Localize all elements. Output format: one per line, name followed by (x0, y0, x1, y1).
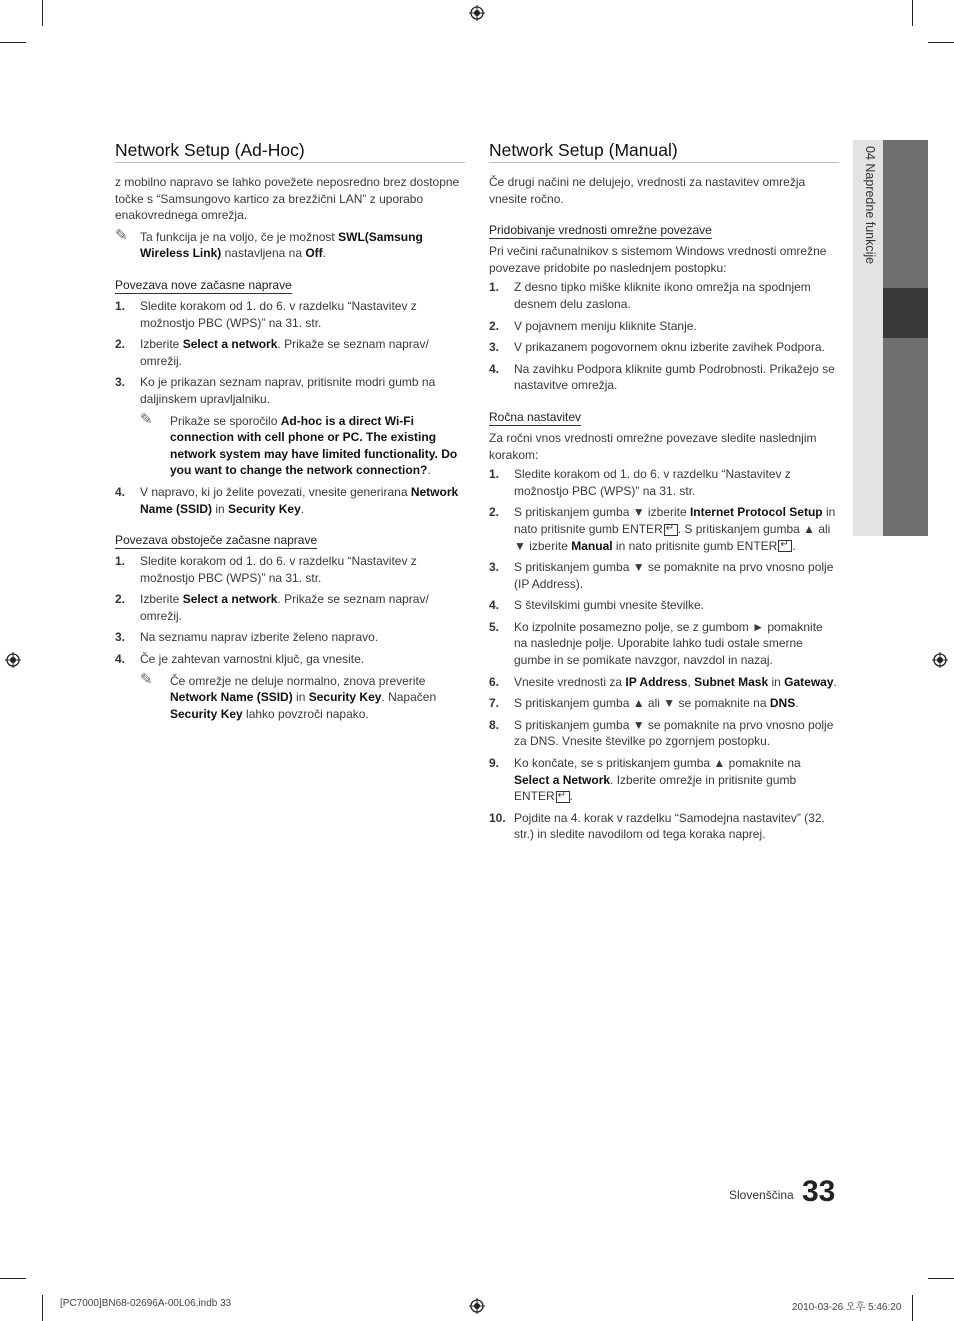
list-item: 1. Sledite korakom od 1. do 6. v razdelku “Nastavitev z možnostjo PBC (WPS)” na 31. str. (115, 554, 417, 585)
adhoc-intro: z mobilno napravo se lahko povežete neposredno brez dostopne točke s “Samsungovo kartico za brezžični LAN” z uporabo enakovrednega omrežja. (115, 175, 460, 223)
pencil-icon: ✎ (115, 226, 128, 244)
step-note: ✎ Prikaže se sporočilo Ad-hoc is a direct Wi-Fi connection with cell phone or PC. The existing network system may have limited functionality. Do you want to change the network connection?. (140, 410, 458, 478)
enter-key-icon (556, 791, 570, 803)
steps-obtain-values (489, 279, 839, 394)
enter-key-icon (778, 540, 792, 552)
manual-intro: Če drugi načini ne delujejo, vrednosti za nastavitev omrežja vnesite ročno. (489, 175, 806, 206)
active-chapter-marker (883, 288, 928, 338)
registration-crosshair-icon (469, 1298, 485, 1314)
slug-file: [PC7000]BN68-02696A-00L06.indb 33 (60, 1298, 232, 1309)
subheading-obtain-values: Pridobivanje vrednosti omrežne povezave (489, 223, 712, 238)
list-item: 4. V napravo, ki jo želite povezati, vnesite generirana Network Name (SSID) in Security Key. (115, 484, 459, 516)
crop-mark (42, 1295, 43, 1321)
list-item: 5. Ko izpolnite posamezno polje, se z gumbom ► pomaknite na naslednje polje. Uporabite lahko tudi ostale smerne gumbe in se pomikate navzgor, navzdol in nazaj. (489, 619, 823, 668)
steps-manual-setup (489, 466, 839, 843)
enter-key-icon (664, 524, 678, 536)
obtain-intro: Pri večini računalnikov s sistemom Windows vrednosti omrežne povezave pridobite po naslednjem postopku: (489, 244, 827, 275)
section-title-manual: Network Setup (Manual) (489, 140, 839, 163)
registration-crosshair-icon (469, 5, 485, 21)
list-item: 4. Na zavihku Podpora kliknite gumb Podrobnosti. Prikažejo se nastavitve omrežja. (489, 361, 835, 393)
pencil-icon: ✎ (140, 410, 153, 428)
chapter-label: 04 Napredne funkcije (863, 146, 877, 265)
left-column (115, 140, 465, 727)
list-item: 4. S številskimi gumbi vnesite številke. (489, 598, 705, 613)
list-item: 3. Na seznamu naprav izberite želeno napravo. (115, 630, 379, 645)
list-item: 4. Če je zahtevan varnostni ključ, ga vnesite. ✎ Če omrežje ne deluje normalno, znova preverite Network Name (SSID) in Security Key. Napačen Security Key lahko povzroči napako. (115, 651, 465, 722)
footer-language: Slovenščina (729, 1188, 794, 1202)
adhoc-note: ✎ Ta funkcija je na voljo, če je možnost SWL(Samsung Wireless Link) nastavljena na Off. (115, 226, 423, 261)
crop-mark (912, 0, 913, 26)
slug-date: 2010-03-26 오후 5:46:20 (792, 1302, 902, 1313)
crop-mark (928, 42, 954, 43)
section-title-adhoc: Network Setup (Ad-Hoc) (115, 140, 465, 163)
list-item: 1. Z desno tipko miške kliknite ikono omrežja na spodnjem desnem delu zaslona. (489, 280, 811, 311)
list-item: 8. S pritiskanjem gumba ▼ se pomaknite na prvo vnosno polje za DNS. Vnesite številke po zgornjem postopku. (489, 717, 834, 749)
crop-mark (928, 1278, 954, 1279)
list-item: 9. Ko končate, se s pritiskanjem gumba ▲ pomaknite na Select a Network. Izberite omrežje in pritisnite gumb ENTER↵ . (489, 755, 839, 805)
subheading-manual-setup: Ročna nastavitev (489, 409, 582, 424)
steps-new-adhoc (115, 298, 465, 517)
manual-setup-intro: Za ročni vnos vrednosti omrežne povezave sledite naslednjim korakom: (489, 430, 817, 462)
list-item: 3. S pritiskanjem gumba ▼ se pomaknite na prvo vnosno polje (IP Address). (489, 560, 834, 591)
list-item: 2. V pojavnem meniju kliknite Stanje. (489, 318, 697, 333)
list-item: 3. Ko je prikazan seznam naprav, pritisnite modri gumb na daljinskem upravljalniku. ✎ Prikaže se sporočilo Ad-hoc is a direct Wi-Fi connection with cell phone or PC. The existing network system may have limited functionality. Do you want to change the network connection?. (115, 374, 465, 479)
list-item: 1. Sledite korakom od 1. do 6. v razdelku “Nastavitev z možnostjo PBC (WPS)” na 31. str. (115, 298, 417, 330)
list-item: 2. S pritiskanjem gumba ▼ izberite Internet Protocol Setup in nato pritisnite gumb ENTER↵ . S pritiskanjem gumba ▲ ali ▼ izberite Manual in nato pritisnite gumb ENTER↵ . (489, 504, 839, 554)
registration-crosshair-icon (932, 652, 948, 668)
crop-mark (912, 1295, 913, 1321)
list-item: 2. Izberite Select a network. Prikaže se seznam naprav/ omrežij. (115, 337, 429, 368)
list-item: 6. Vnesite vrednosti za IP Address, Subnet Mask in Gateway. (489, 674, 837, 689)
pencil-icon: ✎ (140, 670, 153, 688)
registration-crosshair-icon (5, 652, 21, 668)
list-item: 3. V prikazanem pogovornem oknu izberite zavihek Podpora. (489, 340, 825, 355)
crop-mark (42, 0, 43, 26)
step-note: ✎ Če omrežje ne deluje normalno, znova preverite Network Name (SSID) in Security Key. Napačen Security Key lahko povzroči napako. (140, 670, 437, 721)
subheading-existing-adhoc: Povezava obstoječe začasne naprave (115, 533, 318, 548)
page-number: 33 (802, 1175, 836, 1208)
chapter-side-tab (853, 140, 928, 536)
list-item: 7. S pritiskanjem gumba ▲ ali ▼ se pomaknite na DNS. (489, 696, 799, 711)
crop-mark (0, 42, 26, 43)
right-column (489, 140, 839, 848)
steps-existing-adhoc (115, 553, 465, 722)
list-item: 10. Pojdite na 4. korak v razdelku “Samodejna nastavitev” (32. str.) in sledite navodilom od tega koraka naprej. (489, 810, 825, 842)
crop-mark (0, 1278, 26, 1279)
list-item: 1. Sledite korakom od 1. do 6. v razdelku “Nastavitev z možnostjo PBC (WPS)” na 31. str. (489, 467, 791, 498)
list-item: 2. Izberite Select a network. Prikaže se seznam naprav/ omrežij. (115, 592, 429, 623)
subheading-new-adhoc: Povezava nove začasne naprave (115, 277, 292, 292)
